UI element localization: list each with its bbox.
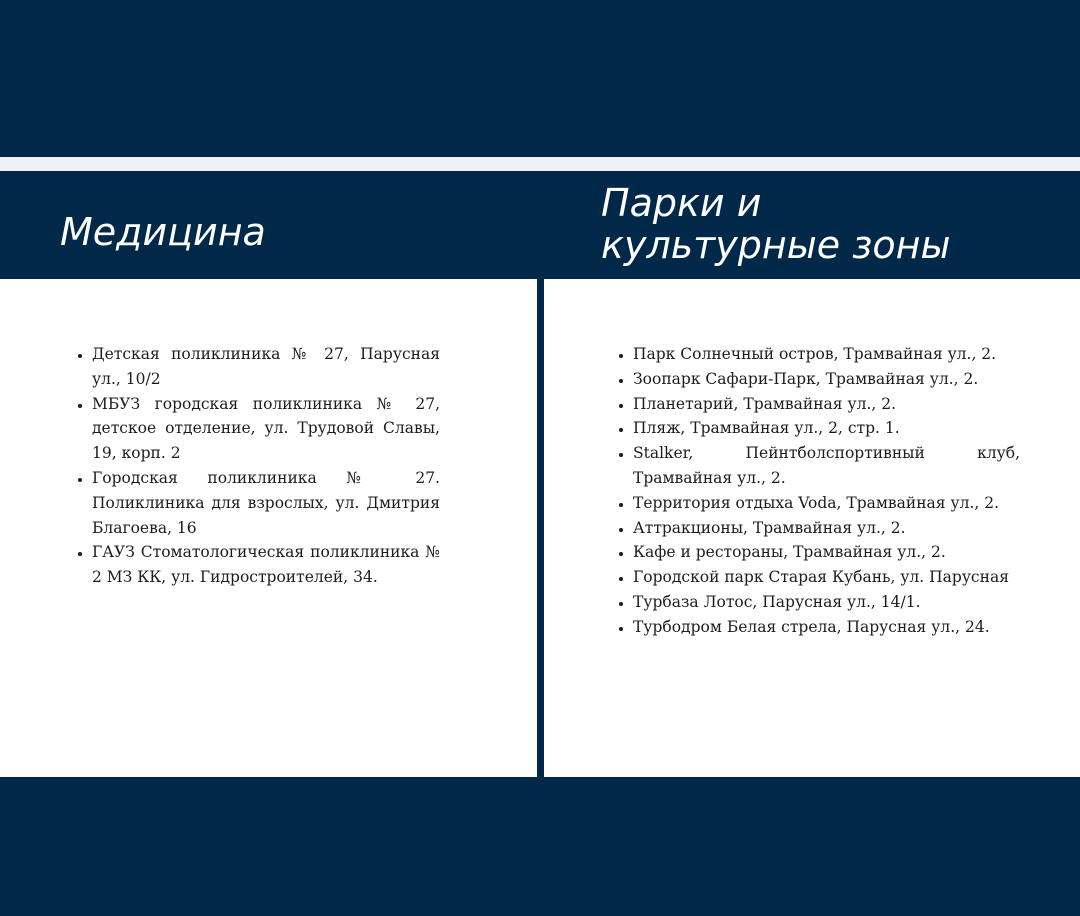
parks-column <box>544 171 1080 777</box>
medicine-header <box>0 171 537 279</box>
parks-item: • Турбаза Лотос, Парусная ул., 14/1. <box>633 590 1020 615</box>
parks-item: • Городской парк Старая Кубань, ул. Парусная <box>633 565 1020 590</box>
medicine-item: • Детская поликлиника № 27, Парусная ул., 10/2 <box>92 342 440 392</box>
medicine-item: • Городская поликлиника № 27. Поликлиника для взрослых, ул. Дмитрия Благоева, 16 <box>92 466 440 540</box>
parks-item: • Территория отдыха Voda, Трамвайная ул., 2. <box>633 491 1020 516</box>
medicine-item: • ГАУЗ Стоматологическая поликлиника № 2 МЗ КК, ул. Гидростроителей, 34. <box>92 540 440 590</box>
parks-title <box>601 182 950 266</box>
parks-header <box>544 171 1080 279</box>
top-banner <box>0 0 1080 157</box>
parks-item: • Турбодром Белая стрела, Парусная ул., 24. <box>633 615 1020 640</box>
parks-item: • Кафе и рестораны, Трамвайная ул., 2. <box>633 540 1020 565</box>
separator-strip <box>0 157 1080 171</box>
medicine-column <box>0 171 537 777</box>
parks-item: • Зоопарк Сафари-Парк, Трамвайная ул., 2. <box>633 367 1020 392</box>
parks-item: • Парк Солнечный остров, Трамвайная ул., 2. <box>633 342 1020 367</box>
parks-title-line1: Парки и <box>601 181 762 225</box>
parks-item: • Пляж, Трамвайная ул., 2, стр. 1. <box>633 416 1020 441</box>
parks-item: • Аттракционы, Трамвайная ул., 2. <box>633 516 1020 541</box>
medicine-item: • МБУЗ городская поликлиника № 27, детское отделение, ул. Трудовой Славы, 19, корп. 2 <box>92 392 440 466</box>
parks-title-line2: культурные зоны <box>601 223 951 267</box>
medicine-title: Медицина <box>60 210 266 254</box>
parks-item: • Планетарий, Трамвайная ул., 2. <box>633 392 1020 417</box>
medicine-list <box>72 342 440 590</box>
bottom-banner <box>0 777 1080 916</box>
parks-list <box>613 342 1020 640</box>
parks-item: • Stalker, Пейнтболспортивный клуб, Трамвайная ул., 2. <box>633 441 1020 491</box>
